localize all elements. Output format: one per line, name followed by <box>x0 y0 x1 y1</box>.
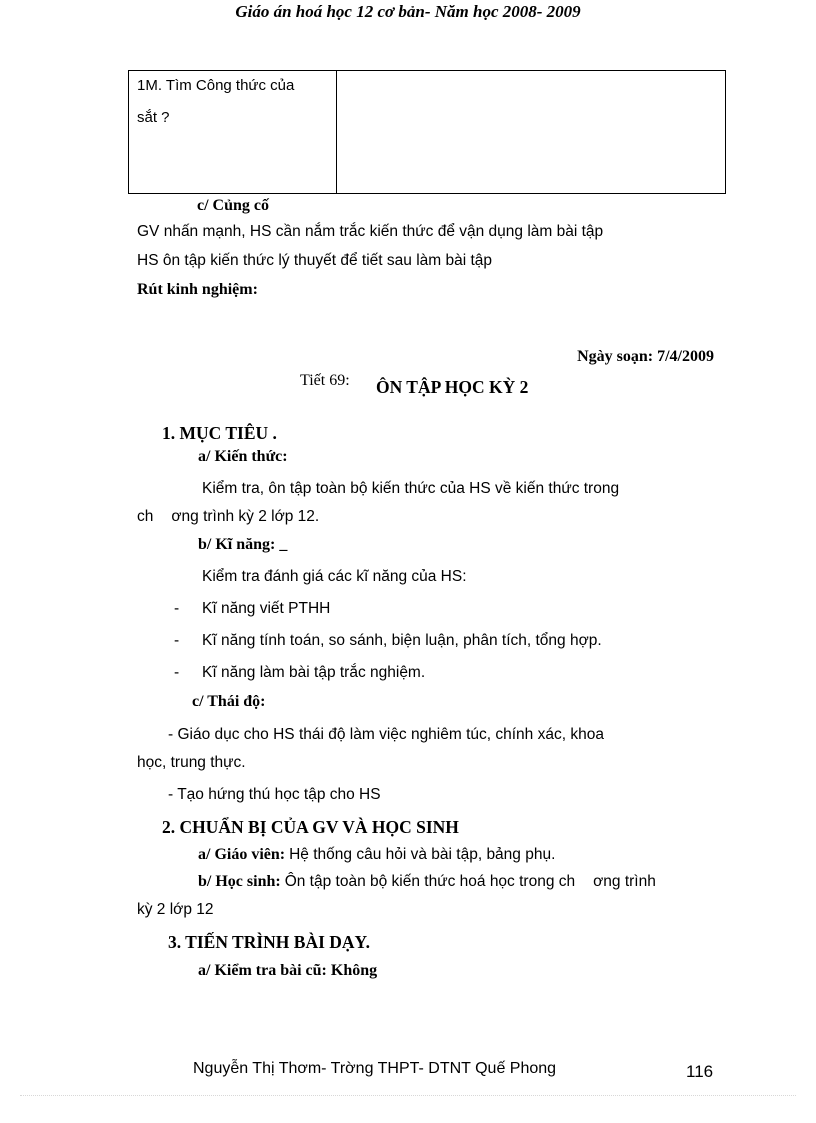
skill-item: Kĩ năng tính toán, so sánh, biện luận, phân tích, tổng hợp. <box>202 632 602 649</box>
attitude-heading: c/ Thái độ: <box>192 693 266 710</box>
skill-item: Kĩ năng viết PTHH <box>202 600 331 617</box>
attitude-line3: - Tạo hứng thú học tập cho HS <box>168 786 381 803</box>
table-column-divider <box>336 71 337 193</box>
question-table <box>128 70 726 194</box>
consolidation-line1: GV nhấn mạnh, HS cần nắm trắc kiến thức để vận dụng làm bài tập <box>137 223 604 240</box>
lesson-date: Ngày soạn: 7/4/2009 <box>577 348 714 365</box>
skill-dash: - <box>174 600 180 617</box>
table-question-line1: 1M. Tìm Công thức của <box>137 77 295 94</box>
consolidation-heading: c/ Củng cố <box>197 197 269 214</box>
knowledge-heading: a/ Kiến thức: <box>198 448 288 465</box>
knowledge-line2 <box>137 508 319 526</box>
attitude-line1: - Giáo dục cho HS thái độ làm việc nghiêm túc, chính xác, khoa <box>168 726 604 743</box>
skill-dash: - <box>174 632 180 649</box>
skills-intro: Kiểm tra đánh giá các kĩ năng của HS: <box>202 568 467 585</box>
section3-heading: 3. TIẾN TRÌNH BÀI DẠY. <box>168 932 370 952</box>
page-bottom-divider <box>20 1095 796 1096</box>
attitude-line2: học, trung thực. <box>137 754 246 771</box>
teacher-label: a/ Giáo viên: <box>198 846 286 863</box>
review-line: a/ Kiểm tra bài cũ: Không <box>198 962 378 979</box>
consolidation-line2: HS ôn tập kiến thức lý thuyết để tiết sau làm bài tập <box>137 252 493 269</box>
lesson-period: Tiết 69: <box>300 372 350 389</box>
section2-heading: 2. CHUẨN BỊ CỦA GV VÀ HỌC SINH <box>162 817 459 837</box>
skill-dash: - <box>174 664 180 681</box>
page-header: Giáo án hoá học 12 cơ bản- Năm học 2008- 2009 <box>235 2 581 21</box>
experience-heading: Rút kinh nghiệm: <box>137 281 258 298</box>
student-text-a: Ôn tập toàn bộ kiến thức hoá học trong ch <box>284 873 576 890</box>
lesson-title: ÔN TẬP HỌC KỲ 2 <box>376 377 529 397</box>
footer-author: Nguyễn Thị Thơm- Trờng THPT- DTNT Quế Phong <box>193 1060 557 1077</box>
section1-heading: 1. MỤC TIÊU . <box>162 423 277 443</box>
knowledge-line2-a: ch <box>137 508 154 525</box>
knowledge-line1: Kiểm tra, ôn tập toàn bộ kiến thức của HS về kiến thức trong <box>202 480 620 497</box>
knowledge-line2-b: ơng trình kỳ 2 lớp 12. <box>171 508 320 525</box>
table-question-line2: sắt ? <box>137 109 170 126</box>
skills-heading: b/ Kĩ năng: _ <box>198 536 288 553</box>
skill-item: Kĩ năng làm bài tập trắc nghiệm. <box>202 664 426 681</box>
student-text-b: ơng trình <box>593 873 656 890</box>
student-line2: kỳ 2 lớp 12 <box>137 901 214 918</box>
page-number: 116 <box>686 1062 714 1081</box>
teacher-text: Hệ thống câu hỏi và bài tập, bảng phụ. <box>289 846 556 863</box>
teacher-line <box>198 846 555 864</box>
student-label: b/ Học sinh: <box>198 873 281 890</box>
student-line <box>198 873 656 891</box>
